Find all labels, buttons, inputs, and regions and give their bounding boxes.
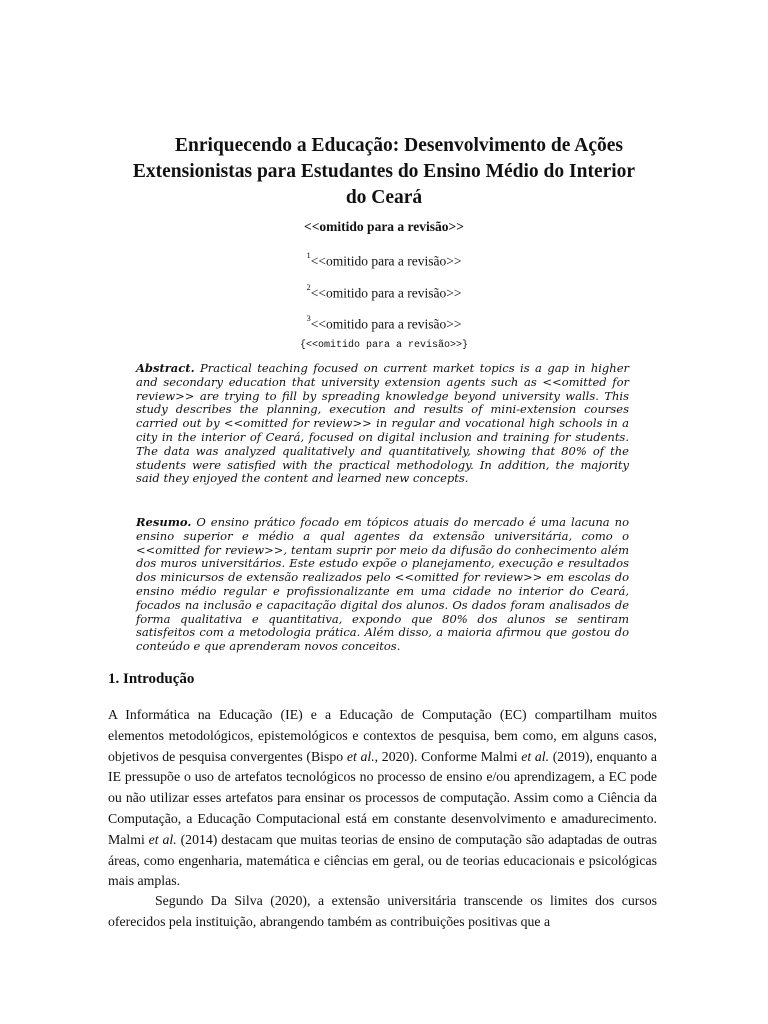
abstract-english — [136, 362, 629, 486]
section-heading: 1. Introdução — [108, 671, 195, 687]
affiliation-marker: 1 — [306, 250, 311, 260]
author-names: <<omitido para a revisão>> — [304, 219, 464, 234]
resumo-text: O ensino prático focado em tópicos atuais do mercado é uma lacuna no ensino superior e médio a qual agentes da extensão universitária, como o <<omitted for review>>, tentam suprir por meio da difusão do conhecimento além dos muros universitários. Este estudo expõe o planejamento, execução e resultados dos minicursos de extensão realizados pelo <<omitted for review>> em escolas do ensino médio regular e profissionalizante em uma cidade no interior do Ceará, focados na inclusão e capacitação digital dos alunos. Os dados foram analisados de forma qualitativa e quantitativa, expondo que 80% dos alunos se sentiram satisfeitos com a metodologia prática. Além disso, a maioria afirmou que gostou do conteúdo e que aprenderam novos conceitos. — [136, 515, 629, 654]
title-line-2: Extensionistas para Estudantes do Ensino Médio do Interior — [132, 161, 636, 182]
abstract-portuguese — [136, 516, 629, 654]
paper-title — [100, 133, 668, 211]
title-line-3: do Ceará — [345, 187, 423, 208]
citation-et-al: et al. — [148, 831, 177, 847]
paragraph-text: (2019), enquanto a IE pressupõe o uso de artefatos tecnológicos no processo de ensino e/ou aprendizagem, a EC pode ou não utilizar esses artefatos para ensinar os processos de computação. Assim como a Ciência da Computação, a Educação Computacional está em constante desenvolvimento e amadurecimento. Malmi — [108, 748, 657, 847]
affiliation-text: <<omitido para a revisão>> — [310, 253, 462, 269]
resumo-label: Resumo. — [136, 515, 192, 529]
affiliation-text: <<omitido para a revisão>> — [310, 316, 462, 332]
body-paragraph-1 — [108, 705, 657, 892]
affiliation-2 — [0, 284, 768, 302]
paragraph-text: (2014) destacam que muitas teorias de ensino de computação são adaptadas de outras áreas, como engenharia, matemática e ciências em geral, ou de teorias educacionais e psicológicas mais amplas. — [108, 831, 657, 889]
affiliation-3 — [0, 315, 768, 333]
title-line-1: Enriquecendo a Educação: Desenvolvimento de Ações — [175, 135, 623, 156]
paragraph-text: A Informática na Educação (IE) e a Educação de Computação (EC) compartilham muitos elementos metodológicos, epistemológicos e contextos de pesquisa, bem como, em alguns casos, objetivos de pesquisa convergentes (Bispo — [108, 707, 657, 764]
affiliation-marker: 3 — [306, 313, 311, 323]
abstract-label: Abstract. — [136, 361, 195, 375]
abstract-text: Practical teaching focused on current market topics is a gap in higher and secondary education that university extension agents such as <<omitted for review>> are trying to fill by spreading knowledge beyond university walls. This study describes the planning, execution and results of mini-extension courses carried out by <<omitted for review>> in regular and vocational high schools in a city in the interior of Ceará, focused on digital inclusion and training for students. The data was analyzed qualitatively and quantitatively, showing that 80% of the students were satisfied with the practical methodology. In addition, the majority said they enjoyed the content and learned new concepts. — [136, 361, 629, 486]
affiliation-1 — [0, 252, 768, 270]
body-paragraph-2: Segundo Da Silva (2020), a extensão universitária transcende os limites dos cursos oferecidos pela instituição, abrangendo também as contribuições positivas que a — [108, 893, 657, 929]
affiliation-marker: 2 — [306, 282, 311, 292]
citation-et-al: et al. — [521, 748, 550, 764]
paragraph-text: , 2020). Conforme Malmi — [374, 748, 522, 764]
author-emails: {<<omitido para a revisão>>} — [299, 340, 469, 351]
affiliation-text: <<omitido para a revisão>> — [310, 285, 462, 301]
citation-et-al: et al. — [346, 748, 375, 764]
